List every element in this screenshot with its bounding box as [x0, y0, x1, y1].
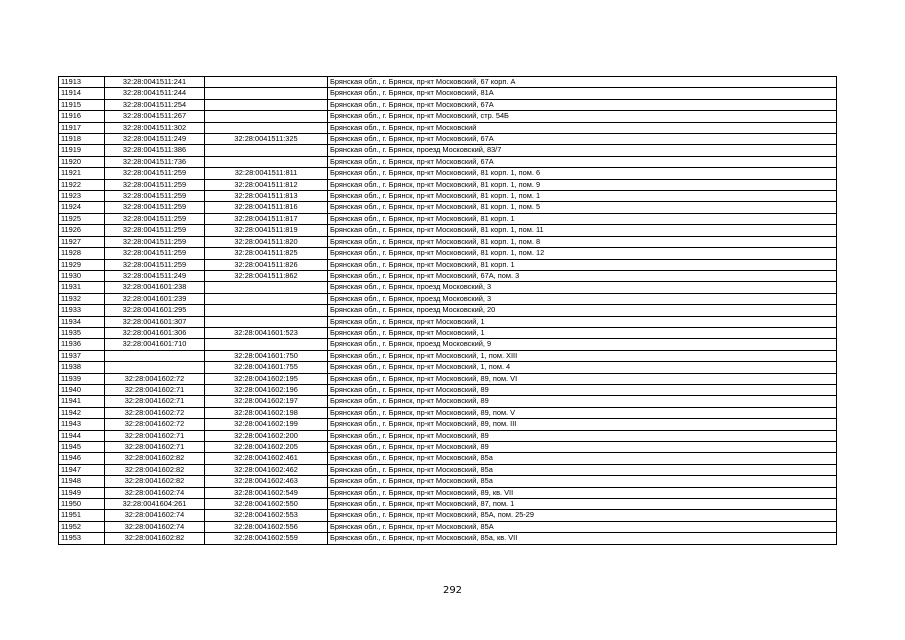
address-cell: Брянская обл., г. Брянск, пр-кт Московский, 81 корп. 1 [328, 259, 837, 270]
row-number-cell: 11950 [59, 499, 105, 510]
cadastral-number-cell: 32:28:0041602:74 [105, 510, 205, 521]
object-cadastral-number-cell: 32:28:0041511:811 [205, 168, 328, 179]
object-cadastral-number-cell [205, 339, 328, 350]
address-cell: Брянская обл., г. Брянск, пр-кт Московский, 81 корп. 1, пом. 1 [328, 191, 837, 202]
table-row [59, 476, 837, 487]
table-row [59, 179, 837, 190]
row-number-cell: 11936 [59, 339, 105, 350]
table-row [59, 453, 837, 464]
address-cell: Брянская обл., г. Брянск, пр-кт Московский, 67А [328, 99, 837, 110]
object-cadastral-number-cell: 32:28:0041602:200 [205, 430, 328, 441]
row-number-cell: 11929 [59, 259, 105, 270]
row-number-cell: 11938 [59, 362, 105, 373]
cadastral-number-cell: 32:28:0041601:710 [105, 339, 205, 350]
table-row [59, 384, 837, 395]
row-number-cell: 11924 [59, 202, 105, 213]
object-cadastral-number-cell: 32:28:0041602:195 [205, 373, 328, 384]
object-cadastral-number-cell: 32:28:0041602:199 [205, 419, 328, 430]
row-number-cell: 11952 [59, 521, 105, 532]
row-number-cell: 11926 [59, 225, 105, 236]
address-cell: Брянская обл., г. Брянск, пр-кт Московский, 1 [328, 316, 837, 327]
object-cadastral-number-cell: 32:28:0041511:812 [205, 179, 328, 190]
address-cell: Брянская обл., г. Брянск, проезд Московский, 83/7 [328, 145, 837, 156]
address-cell: Брянская обл., г. Брянск, пр-кт Московский, стр. 54Б [328, 111, 837, 122]
address-cell: Брянская обл., г. Брянск, проезд Московский, 9 [328, 339, 837, 350]
address-cell: Брянская обл., г. Брянск, пр-кт Московский, 81 корп. 1 [328, 213, 837, 224]
row-number-cell: 11932 [59, 293, 105, 304]
address-cell: Брянская обл., г. Брянск, пр-кт Московский, 1, пом. 4 [328, 362, 837, 373]
address-cell: Брянская обл., г. Брянск, пр-кт Московский, 85А [328, 521, 837, 532]
row-number-cell: 11921 [59, 168, 105, 179]
table-row [59, 430, 837, 441]
table-row [59, 111, 837, 122]
cadastral-number-cell: 32:28:0041511:249 [105, 134, 205, 145]
object-cadastral-number-cell: 32:28:0041511:862 [205, 270, 328, 281]
table-row [59, 270, 837, 281]
object-cadastral-number-cell [205, 305, 328, 316]
table-row [59, 521, 837, 532]
object-cadastral-number-cell: 32:28:0041511:816 [205, 202, 328, 213]
cadastral-number-cell: 32:28:0041511:736 [105, 156, 205, 167]
table-row [59, 225, 837, 236]
table-row [59, 305, 837, 316]
table-row [59, 88, 837, 99]
table-row [59, 213, 837, 224]
address-cell: Брянская обл., г. Брянск, пр-кт Московский, 89, кв. VII [328, 487, 837, 498]
row-number-cell: 11917 [59, 122, 105, 133]
cadastral-number-cell: 32:28:0041511:302 [105, 122, 205, 133]
table-row [59, 407, 837, 418]
row-number-cell: 11940 [59, 384, 105, 395]
address-cell: Брянская обл., г. Брянск, пр-кт Московский, 81 корп. 1, пом. 8 [328, 236, 837, 247]
row-number-cell: 11915 [59, 99, 105, 110]
table-row [59, 442, 837, 453]
cadastral-number-cell: 32:28:0041511:259 [105, 225, 205, 236]
address-cell: Брянская обл., г. Брянск, пр-кт Московский, 81 корп. 1, пом. 11 [328, 225, 837, 236]
object-cadastral-number-cell: 32:28:0041511:819 [205, 225, 328, 236]
row-number-cell: 11943 [59, 419, 105, 430]
cadastral-number-cell: 32:28:0041602:82 [105, 464, 205, 475]
registry-table-body [59, 77, 837, 545]
table-row [59, 533, 837, 544]
object-cadastral-number-cell [205, 316, 328, 327]
cadastral-number-cell: 32:28:0041602:72 [105, 419, 205, 430]
row-number-cell: 11923 [59, 191, 105, 202]
cadastral-number-cell: 32:28:0041511:267 [105, 111, 205, 122]
address-cell: Брянская обл., г. Брянск, пр-кт Московский, 87, пом. 1 [328, 499, 837, 510]
table-row [59, 259, 837, 270]
cadastral-number-cell: 32:28:0041511:259 [105, 191, 205, 202]
object-cadastral-number-cell: 32:28:0041511:325 [205, 134, 328, 145]
table-row [59, 168, 837, 179]
cadastral-number-cell: 32:28:0041602:74 [105, 521, 205, 532]
table-row [59, 248, 837, 259]
object-cadastral-number-cell: 32:28:0041601:523 [205, 327, 328, 338]
object-cadastral-number-cell: 32:28:0041602:463 [205, 476, 328, 487]
table-row [59, 464, 837, 475]
row-number-cell: 11944 [59, 430, 105, 441]
address-cell: Брянская обл., г. Брянск, пр-кт Московский [328, 122, 837, 133]
row-number-cell: 11953 [59, 533, 105, 544]
address-cell: Брянская обл., г. Брянск, пр-кт Московский, 81 корп. 1, пом. 5 [328, 202, 837, 213]
cadastral-number-cell: 32:28:0041602:71 [105, 384, 205, 395]
row-number-cell: 11949 [59, 487, 105, 498]
table-row [59, 373, 837, 384]
object-cadastral-number-cell [205, 282, 328, 293]
object-cadastral-number-cell: 32:28:0041511:820 [205, 236, 328, 247]
table-row [59, 236, 837, 247]
cadastral-number-cell: 32:28:0041602:72 [105, 407, 205, 418]
cadastral-number-cell: 32:28:0041511:254 [105, 99, 205, 110]
table-row [59, 362, 837, 373]
object-cadastral-number-cell [205, 293, 328, 304]
row-number-cell: 11916 [59, 111, 105, 122]
table-row [59, 350, 837, 361]
cadastral-number-cell: 32:28:0041511:241 [105, 77, 205, 88]
address-cell: Брянская обл., г. Брянск, пр-кт Московский, 85а [328, 464, 837, 475]
object-cadastral-number-cell [205, 88, 328, 99]
address-cell: Брянская обл., г. Брянск, проезд Московский, 3 [328, 293, 837, 304]
object-cadastral-number-cell: 32:28:0041602:549 [205, 487, 328, 498]
address-cell: Брянская обл., г. Брянск, пр-кт Московский, 85а [328, 476, 837, 487]
table-row [59, 316, 837, 327]
table-row [59, 293, 837, 304]
cadastral-number-cell: 32:28:0041511:259 [105, 202, 205, 213]
row-number-cell: 11945 [59, 442, 105, 453]
cadastral-number-cell: 32:28:0041602:74 [105, 487, 205, 498]
cadastral-number-cell: 32:28:0041602:71 [105, 430, 205, 441]
cadastral-number-cell: 32:28:0041511:244 [105, 88, 205, 99]
table-row [59, 327, 837, 338]
address-cell: Брянская обл., г. Брянск, пр-кт Московский, 1, пом. XIII [328, 350, 837, 361]
table-row [59, 499, 837, 510]
row-number-cell: 11919 [59, 145, 105, 156]
object-cadastral-number-cell: 32:28:0041602:559 [205, 533, 328, 544]
row-number-cell: 11914 [59, 88, 105, 99]
cadastral-number-cell: 32:28:0041511:259 [105, 236, 205, 247]
row-number-cell: 11931 [59, 282, 105, 293]
address-cell: Брянская обл., г. Брянск, пр-кт Московский, 1 [328, 327, 837, 338]
object-cadastral-number-cell: 32:28:0041602:550 [205, 499, 328, 510]
table-row [59, 339, 837, 350]
row-number-cell: 11939 [59, 373, 105, 384]
row-number-cell: 11942 [59, 407, 105, 418]
address-cell: Брянская обл., г. Брянск, пр-кт Московский, 67 корп. А [328, 77, 837, 88]
cadastral-number-cell: 32:28:0041511:259 [105, 179, 205, 190]
cadastral-number-cell: 32:28:0041602:71 [105, 396, 205, 407]
cadastral-number-cell: 32:28:0041602:82 [105, 476, 205, 487]
object-cadastral-number-cell [205, 145, 328, 156]
cadastral-number-cell: 32:28:0041604:261 [105, 499, 205, 510]
address-cell: Брянская обл., г. Брянск, пр-кт Московский, 81 корп. 1, пом. 9 [328, 179, 837, 190]
table-row [59, 202, 837, 213]
row-number-cell: 11918 [59, 134, 105, 145]
cadastral-number-cell [105, 350, 205, 361]
cadastral-number-cell: 32:28:0041601:295 [105, 305, 205, 316]
table-row [59, 396, 837, 407]
object-cadastral-number-cell: 32:28:0041602:462 [205, 464, 328, 475]
row-number-cell: 11941 [59, 396, 105, 407]
cadastral-number-cell: 32:28:0041601:239 [105, 293, 205, 304]
address-cell: Брянская обл., г. Брянск, пр-кт Московский, 89 [328, 430, 837, 441]
object-cadastral-number-cell: 32:28:0041511:826 [205, 259, 328, 270]
row-number-cell: 11928 [59, 248, 105, 259]
cadastral-number-cell: 32:28:0041601:307 [105, 316, 205, 327]
cadastral-number-cell: 32:28:0041511:259 [105, 259, 205, 270]
object-cadastral-number-cell: 32:28:0041511:813 [205, 191, 328, 202]
cadastral-number-cell: 32:28:0041511:259 [105, 248, 205, 259]
address-cell: Брянская обл., г. Брянск, пр-кт Московский, 67А [328, 156, 837, 167]
row-number-cell: 11935 [59, 327, 105, 338]
address-cell: Брянская обл., г. Брянск, пр-кт Московский, 89, пом. VI [328, 373, 837, 384]
object-cadastral-number-cell: 32:28:0041602:461 [205, 453, 328, 464]
object-cadastral-number-cell: 32:28:0041602:205 [205, 442, 328, 453]
address-cell: Брянская обл., г. Брянск, пр-кт Московский, 89 [328, 442, 837, 453]
row-number-cell: 11948 [59, 476, 105, 487]
address-cell: Брянская обл., г. Брянск, пр-кт Московский, 81 корп. 1, пом. 12 [328, 248, 837, 259]
address-cell: Брянская обл., г. Брянск, пр-кт Московский, 81 корп. 1, пом. 6 [328, 168, 837, 179]
cadastral-number-cell: 32:28:0041601:306 [105, 327, 205, 338]
table-row [59, 134, 837, 145]
object-cadastral-number-cell: 32:28:0041602:198 [205, 407, 328, 418]
page-number: 292 [442, 585, 463, 596]
object-cadastral-number-cell: 32:28:0041601:755 [205, 362, 328, 373]
table-row [59, 156, 837, 167]
row-number-cell: 11951 [59, 510, 105, 521]
address-cell: Брянская обл., г. Брянск, пр-кт Московский, 89 [328, 396, 837, 407]
address-cell: Брянская обл., г. Брянск, пр-кт Московский, 89 [328, 384, 837, 395]
object-cadastral-number-cell: 32:28:0041602:197 [205, 396, 328, 407]
row-number-cell: 11927 [59, 236, 105, 247]
cadastral-number-cell: 32:28:0041602:82 [105, 533, 205, 544]
object-cadastral-number-cell: 32:28:0041602:553 [205, 510, 328, 521]
address-cell: Брянская обл., г. Брянск, пр-кт Московский, 85А, пом. 25-29 [328, 510, 837, 521]
table-row [59, 77, 837, 88]
address-cell: Брянская обл., г. Брянск, пр-кт Московский, 81А [328, 88, 837, 99]
row-number-cell: 11946 [59, 453, 105, 464]
cadastral-number-cell: 32:28:0041511:386 [105, 145, 205, 156]
address-cell: Брянская обл., г. Брянск, пр-кт Московский, 85а [328, 453, 837, 464]
address-cell: Брянская обл., г. Брянск, пр-кт Московский, 85а, кв. VII [328, 533, 837, 544]
address-cell: Брянская обл., г. Брянск, пр-кт Московский, 67А, пом. 3 [328, 270, 837, 281]
object-cadastral-number-cell [205, 77, 328, 88]
cadastral-number-cell: 32:28:0041511:259 [105, 213, 205, 224]
address-cell: Брянская обл., г. Брянск, проезд Московский, 3 [328, 282, 837, 293]
object-cadastral-number-cell: 32:28:0041601:750 [205, 350, 328, 361]
table-row [59, 510, 837, 521]
row-number-cell: 11913 [59, 77, 105, 88]
row-number-cell: 11920 [59, 156, 105, 167]
object-cadastral-number-cell [205, 122, 328, 133]
row-number-cell: 11947 [59, 464, 105, 475]
cadastral-number-cell: 32:28:0041601:238 [105, 282, 205, 293]
table-row [59, 419, 837, 430]
object-cadastral-number-cell: 32:28:0041511:817 [205, 213, 328, 224]
row-number-cell: 11937 [59, 350, 105, 361]
object-cadastral-number-cell [205, 156, 328, 167]
cadastral-number-cell: 32:28:0041602:72 [105, 373, 205, 384]
row-number-cell: 11930 [59, 270, 105, 281]
row-number-cell: 11922 [59, 179, 105, 190]
cadastral-number-cell: 32:28:0041602:82 [105, 453, 205, 464]
object-cadastral-number-cell: 32:28:0041602:556 [205, 521, 328, 532]
cadastral-number-cell: 32:28:0041511:259 [105, 168, 205, 179]
table-row [59, 99, 837, 110]
address-cell: Брянская обл., г. Брянск, пр-кт Московский, 67А [328, 134, 837, 145]
address-cell: Брянская обл., г. Брянск, проезд Московский, 20 [328, 305, 837, 316]
cadastral-number-cell [105, 362, 205, 373]
table-row [59, 145, 837, 156]
cadastral-number-cell: 32:28:0041602:71 [105, 442, 205, 453]
property-registry-table [58, 76, 837, 545]
row-number-cell: 11934 [59, 316, 105, 327]
table-row [59, 487, 837, 498]
row-number-cell: 11925 [59, 213, 105, 224]
cadastral-number-cell: 32:28:0041511:249 [105, 270, 205, 281]
table-row [59, 282, 837, 293]
table-row [59, 122, 837, 133]
address-cell: Брянская обл., г. Брянск, пр-кт Московский, 89, пом. III [328, 419, 837, 430]
address-cell: Брянская обл., г. Брянск, пр-кт Московский, 89, пом. V [328, 407, 837, 418]
table-row [59, 191, 837, 202]
object-cadastral-number-cell [205, 111, 328, 122]
row-number-cell: 11933 [59, 305, 105, 316]
object-cadastral-number-cell: 32:28:0041511:825 [205, 248, 328, 259]
object-cadastral-number-cell [205, 99, 328, 110]
object-cadastral-number-cell: 32:28:0041602:196 [205, 384, 328, 395]
